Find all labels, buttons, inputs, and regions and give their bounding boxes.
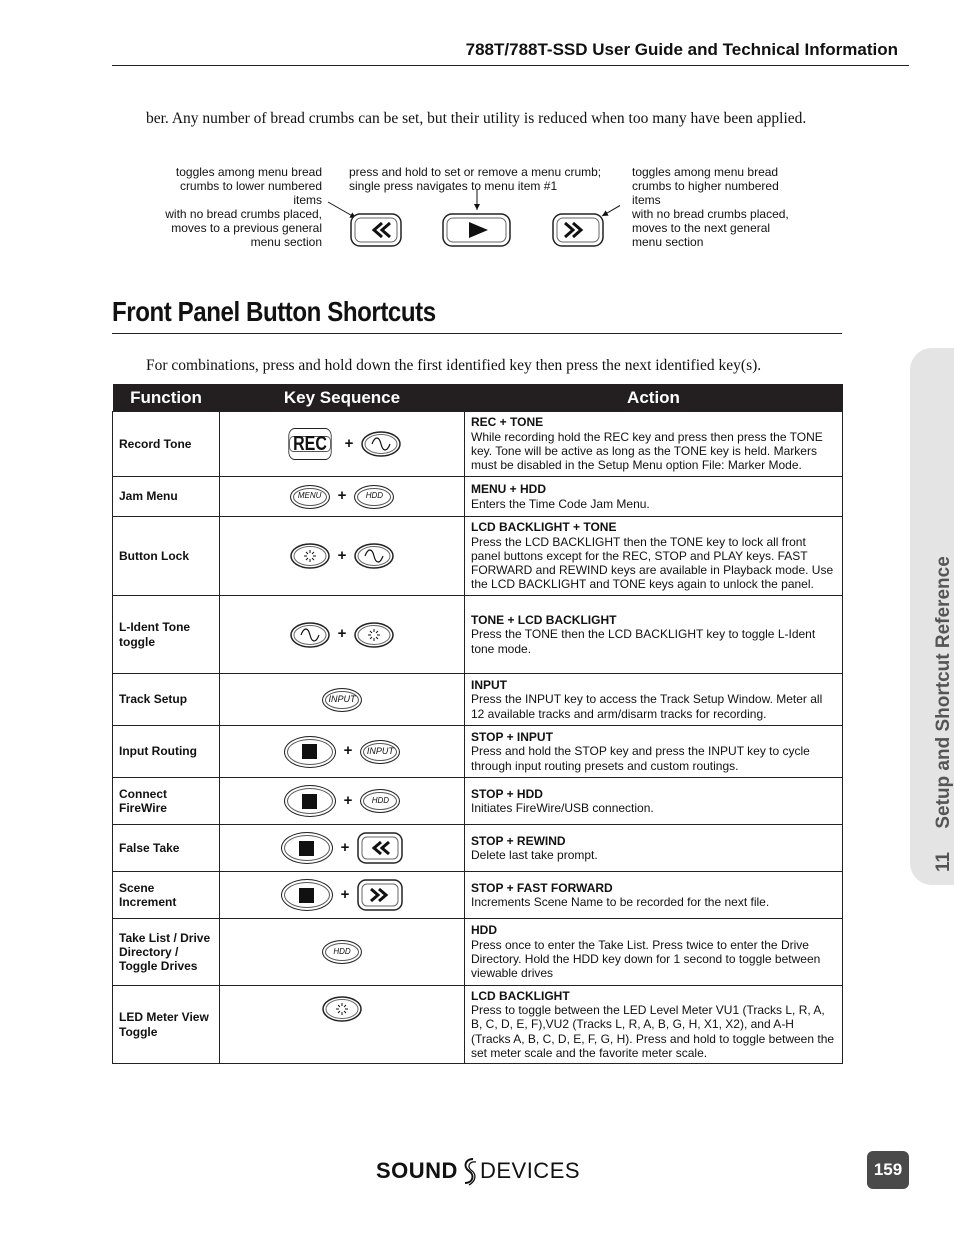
plus-sign: +: [340, 838, 350, 856]
action-title: LCD BACKLIGHT + TONE: [471, 520, 617, 535]
logo-sound: SOUND: [376, 1158, 458, 1183]
play-button-icon: [443, 214, 510, 246]
function-cell: Take List / Drive Directory / Toggle Drives: [113, 919, 220, 986]
chapter-title: Setup and Shortcut Reference: [933, 556, 954, 829]
action-cell: [465, 674, 843, 726]
rewind-button-icon: [351, 214, 401, 246]
plus-sign: +: [337, 546, 347, 564]
stop-key-icon: [281, 832, 333, 864]
function-cell: False Take: [113, 825, 220, 872]
header-key-sequence: Key Sequence: [220, 384, 465, 412]
action-text: Delete last take prompt.: [471, 848, 598, 862]
action-text: Press the INPUT key to access the Track Setup Window. Meter all 12 available tracks and arm/disarm tracks for recording.: [471, 692, 823, 721]
header-action: Action: [465, 384, 843, 412]
backlight-key-icon: [290, 543, 330, 569]
action-text: Increments Scene Name to be recorded for the next file.: [471, 895, 770, 909]
fast-forward-button-icon: [553, 214, 603, 246]
action-text: Press and hold the STOP key and press the INPUT key to cycle through input routing presets and custom routings.: [471, 744, 810, 773]
function-cell: Scene Increment: [113, 872, 220, 919]
rec-key-label: REC: [289, 436, 331, 452]
table-row: [113, 825, 843, 872]
key-sequence-cell: [220, 726, 465, 778]
action-text: Press the TONE then the LCD BACKLIGHT key to toggle L-Ident tone mode.: [471, 627, 816, 656]
logo-s-swirl-icon: [459, 1155, 479, 1187]
tone-key-icon: [290, 622, 330, 648]
input-key-icon: INPUT: [360, 740, 400, 764]
action-title: TONE + LCD BACKLIGHT: [471, 613, 617, 628]
action-title: LCD BACKLIGHT: [471, 988, 570, 1003]
callout-arrow-right: [602, 202, 620, 216]
rec-key-icon: [288, 428, 331, 460]
action-cell: [465, 517, 843, 596]
backlight-key-icon: [322, 996, 362, 1022]
callout-left-2: with no bread crumbs placed, moves to a previous general menu section: [165, 207, 322, 249]
function-cell: Connect FireWire: [113, 778, 220, 825]
breadcrumb-diagram: [320, 190, 620, 250]
function-cell: Button Lock: [113, 517, 220, 596]
action-title: REC + TONE: [471, 415, 544, 430]
section-rule: [112, 333, 842, 334]
action-title: STOP + HDD: [471, 786, 543, 801]
function-cell: Input Routing: [113, 726, 220, 778]
stop-key-icon: [284, 785, 336, 817]
table-row: [113, 726, 843, 778]
function-cell: L-Ident Tone toggle: [113, 596, 220, 674]
intro-paragraph: ber. Any number of bread crumbs can be set, but their utility is reduced when too many have been applied.: [146, 110, 807, 127]
action-title: INPUT: [471, 678, 507, 693]
action-cell: [465, 596, 843, 674]
tone-key-icon: [354, 543, 394, 569]
table-row: [113, 986, 843, 1064]
page-number: 159: [867, 1151, 909, 1189]
callout-arrow-left: [328, 202, 356, 218]
header-function: Function: [113, 384, 220, 412]
key-sequence-cell: [220, 477, 465, 517]
key-sequence-cell: [220, 986, 465, 1064]
callout-right-2: with no bread crumbs placed, moves to the next general menu section: [632, 207, 789, 249]
callout-right-1: toggles among menu bread crumbs to higher numbered items: [632, 165, 779, 207]
callout-right: [632, 165, 802, 249]
plus-sign: +: [343, 791, 353, 809]
action-text: Press the LCD BACKLIGHT then the TONE key to lock all front panel buttons except for the REC, STOP and PLAY keys. FAST FORWARD and REWIND keys are available in Playback mode. Use the LCD BACKLIGHT and TONE keys again to unlock the panel.: [471, 534, 834, 592]
backlight-key-icon: [354, 622, 394, 648]
key-sequence-cell: [220, 872, 465, 919]
key-sequence-cell: [220, 412, 465, 477]
key-sequence-cell: [220, 919, 465, 986]
table-header-row: [113, 384, 843, 412]
table-row: [113, 778, 843, 825]
plus-sign: +: [340, 885, 350, 903]
table-row: [113, 674, 843, 726]
action-title: STOP + FAST FORWARD: [471, 880, 613, 895]
chapter-side-label: [933, 556, 954, 872]
action-title: MENU + HDD: [471, 482, 547, 497]
callout-left-1: toggles among menu bread crumbs to lower numbered items: [175, 165, 322, 207]
combination-note: For combinations, press and hold down the first identified key then press the next identified key(s).: [146, 357, 762, 374]
function-cell: Track Setup: [113, 674, 220, 726]
logo-devices: DEVICES: [479, 1158, 581, 1183]
action-cell: [465, 412, 843, 477]
hdd-key-icon: HDD: [360, 789, 400, 813]
sound-devices-logo: [376, 1155, 580, 1187]
table-row: [113, 412, 843, 477]
plus-sign: +: [344, 434, 354, 452]
hdd-key-icon: HDD: [354, 485, 394, 509]
callout-left: [158, 165, 322, 249]
key-sequence-cell: [220, 825, 465, 872]
shortcuts-table: [112, 384, 843, 1064]
chapter-number: 11: [933, 851, 954, 872]
table-row: [113, 517, 843, 596]
function-cell: Jam Menu: [113, 477, 220, 517]
stop-key-icon: [281, 879, 333, 911]
action-title: STOP + REWIND: [471, 833, 566, 848]
action-title: STOP + INPUT: [471, 730, 553, 745]
table-row: [113, 477, 843, 517]
table-row: [113, 596, 843, 674]
tone-key-icon: [361, 431, 401, 457]
table-row: [113, 872, 843, 919]
callout-center: press and hold to set or remove a menu crumb; single press navigates to menu item #1: [349, 165, 602, 193]
action-text: Press to toggle between the LED Level Meter VU1 (Tracks L, R, A, B, C, D, E, F),VU2 (Tracks L, R, A, B, G, H, X1, X2), and A-H (Tracks A, B, C, D, E, F, G, H). Press and hold to toggle between the set meter scale and the favorite meter scale.: [471, 1003, 835, 1060]
plus-sign: +: [343, 742, 353, 760]
action-text: While recording hold the REC key and press then press the TONE key. Tone will be active as long as the TONE key is held. Markers must be disabled in the Setup Menu option File: Marker Mode.: [471, 429, 823, 473]
rewind-key-icon: [357, 832, 403, 864]
fast-forward-key-icon: [357, 879, 403, 911]
key-sequence-cell: [220, 517, 465, 596]
menu-key-icon: MENU: [290, 485, 330, 509]
action-text: Initiates FireWire/USB connection.: [471, 801, 654, 815]
key-sequence-cell: [220, 596, 465, 674]
table-row: [113, 919, 843, 986]
input-key-icon: INPUT: [322, 688, 362, 712]
action-cell: [465, 778, 843, 825]
action-cell: [465, 919, 843, 986]
section-title: Front Panel Button Shortcuts: [112, 296, 436, 327]
plus-sign: +: [337, 487, 347, 505]
action-cell: [465, 872, 843, 919]
action-cell: [465, 477, 843, 517]
function-cell: Record Tone: [113, 412, 220, 477]
action-text: Enters the Time Code Jam Menu.: [471, 496, 650, 511]
hdd-key-icon: HDD: [322, 940, 362, 964]
function-cell: LED Meter View Toggle: [113, 986, 220, 1064]
action-cell: [465, 986, 843, 1064]
header-rule: [112, 65, 909, 66]
action-title: HDD: [471, 923, 497, 938]
action-text: Press once to enter the Take List. Press twice to enter the Drive Directory. Hold the HDD key down for 1 second to toggle between viewable drives: [471, 937, 821, 981]
action-cell: [465, 825, 843, 872]
key-sequence-cell: [220, 674, 465, 726]
stop-key-icon: [284, 736, 336, 768]
action-cell: [465, 726, 843, 778]
plus-sign: +: [337, 625, 347, 643]
page-header-title: 788T/788T-SSD User Guide and Technical Information: [465, 40, 898, 59]
key-sequence-cell: [220, 778, 465, 825]
